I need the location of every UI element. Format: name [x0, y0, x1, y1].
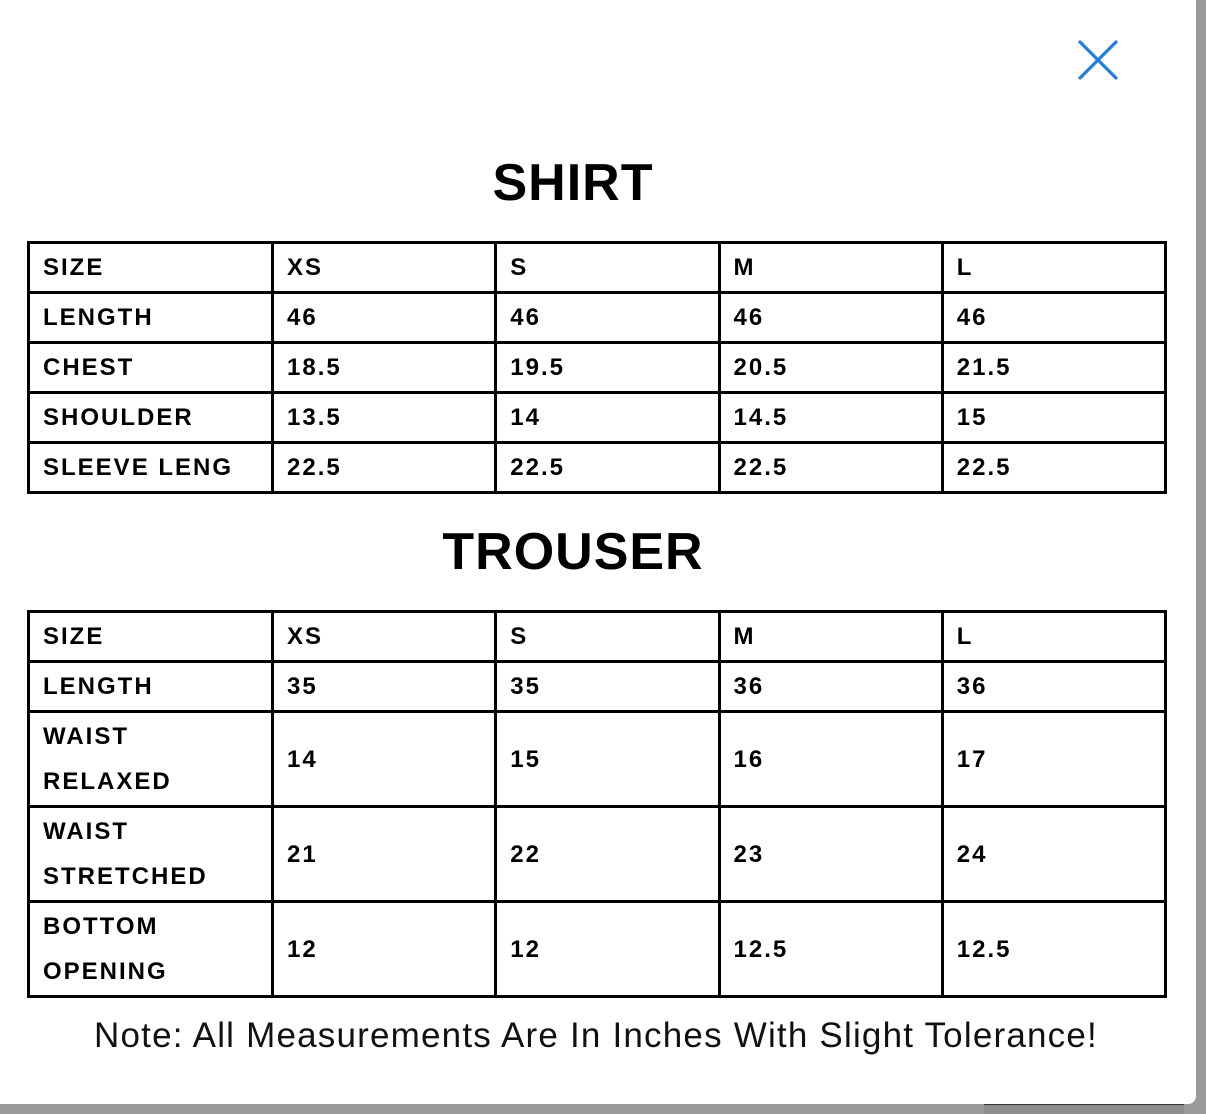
table-header-row — [29, 612, 1166, 662]
table-cell: 22.5 — [942, 443, 1165, 493]
table-cell: 19.5 — [496, 343, 719, 393]
shirt-title: SHIRT — [492, 154, 654, 212]
table-cell: 15 — [496, 712, 719, 807]
close-icon — [1072, 34, 1124, 86]
row-label-text: WAIST STRETCHED — [43, 818, 208, 890]
row-label: LENGTH — [29, 293, 273, 343]
trouser-title: TROUSER — [442, 523, 704, 581]
table-cell: 20.5 — [719, 343, 942, 393]
header-cell: SIZE — [29, 243, 273, 293]
close-button[interactable] — [1072, 34, 1124, 86]
header-cell: L — [942, 612, 1165, 662]
table-row — [29, 902, 1166, 997]
table-cell: 12 — [273, 902, 496, 997]
header-cell: M — [719, 612, 942, 662]
table-cell: 15 — [942, 393, 1165, 443]
row-label: SLEEVE LENG — [29, 443, 273, 493]
table-cell: 21.5 — [942, 343, 1165, 393]
shirt-size-table — [27, 241, 1167, 494]
table-row — [29, 393, 1166, 443]
table-cell: 17 — [942, 712, 1165, 807]
row-label-text: BOTTOM OPENING — [43, 913, 168, 985]
table-cell: 22.5 — [719, 443, 942, 493]
table-row — [29, 807, 1166, 902]
table-row — [29, 662, 1166, 712]
table-cell: 13.5 — [273, 393, 496, 443]
row-label: LENGTH — [29, 662, 273, 712]
header-cell: S — [496, 612, 719, 662]
table-cell: 46 — [496, 293, 719, 343]
table-cell: 46 — [273, 293, 496, 343]
row-label-text: WAIST RELAXED — [43, 723, 172, 795]
table-cell: 36 — [942, 662, 1165, 712]
header-cell: SIZE — [29, 612, 273, 662]
table-row — [29, 343, 1166, 393]
row-label — [29, 712, 273, 807]
header-cell: L — [942, 243, 1165, 293]
table-cell: 24 — [942, 807, 1165, 902]
table-cell: 36 — [719, 662, 942, 712]
table-cell: 14 — [273, 712, 496, 807]
table-cell: 35 — [496, 662, 719, 712]
table-header-row — [29, 243, 1166, 293]
table-cell: 22.5 — [496, 443, 719, 493]
table-cell: 46 — [719, 293, 942, 343]
table-cell: 14.5 — [719, 393, 942, 443]
table-cell: 12.5 — [942, 902, 1165, 997]
trouser-size-table — [27, 610, 1167, 998]
row-label — [29, 902, 273, 997]
table-row — [29, 712, 1166, 807]
table-cell: 22.5 — [273, 443, 496, 493]
table-cell: 14 — [496, 393, 719, 443]
table-cell: 46 — [942, 293, 1165, 343]
header-cell: S — [496, 243, 719, 293]
table-row — [29, 443, 1166, 493]
table-cell: 35 — [273, 662, 496, 712]
measurement-note: Note: All Measurements Are In Inches With Slight Tolerance! — [94, 1016, 1098, 1055]
table-row — [29, 293, 1166, 343]
row-label: SHOULDER — [29, 393, 273, 443]
row-label: CHEST — [29, 343, 273, 393]
table-cell: 16 — [719, 712, 942, 807]
table-cell: 22 — [496, 807, 719, 902]
row-label — [29, 807, 273, 902]
table-cell: 21 — [273, 807, 496, 902]
table-cell: 12 — [496, 902, 719, 997]
table-cell: 18.5 — [273, 343, 496, 393]
header-cell: XS — [273, 612, 496, 662]
header-cell: XS — [273, 243, 496, 293]
table-cell: 12.5 — [719, 902, 942, 997]
table-cell: 23 — [719, 807, 942, 902]
header-cell: M — [719, 243, 942, 293]
